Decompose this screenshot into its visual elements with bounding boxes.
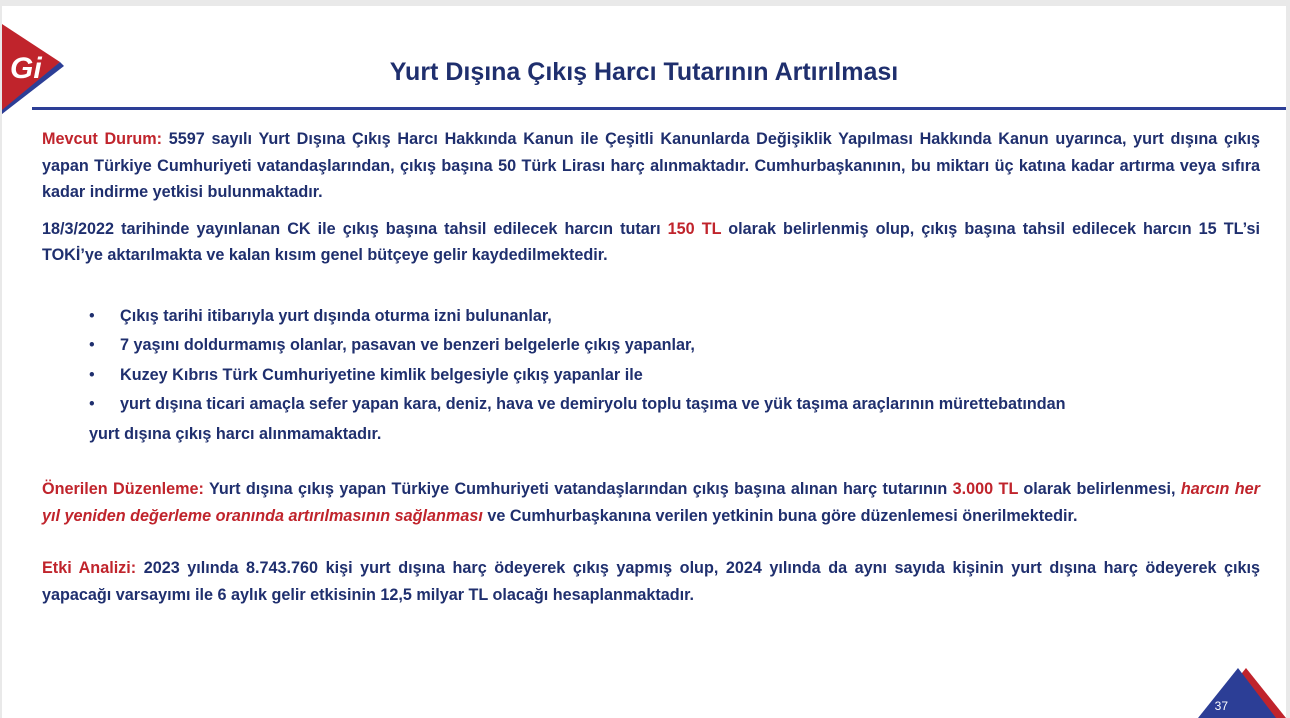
title-divider [32,107,1286,110]
current-status-paragraph [42,126,1260,206]
exemption-list [42,302,1260,420]
impact-label: Etki Analizi: [42,559,137,578]
proposal-label: Önerilen Düzenleme: [42,480,204,499]
proposal-text-after: ve Cumhurbaşkanına verilen yetkinin buna göre düzenlemesi önerilmektedir. [487,506,1078,525]
list-item: • 7 yaşını doldurmamış olanlar, pasavan ve benzeri belgelerle çıkış yapanlar, [89,331,1260,361]
ck-highlight-amount: 150 TL [667,219,722,238]
current-status-text: 5597 sayılı Yurt Dışına Çıkış Harcı Hakkında Kanun ile Çeşitli Kanunlarda Değişiklik Yapılması Hakkında Kanun uyarınca, yurt dışına çıkış yapan Türkiye Cumhuriyeti vatandaşlarından, çıkış başına 50 Türk Lirası harç alınmaktadır. Cumhurbaşkanının, bu miktarı üç katına kadar artırma veya sıfıra kadar indirme yetkisi bulunmaktadır. [42,130,1260,201]
proposal-amount: 3.000 TL [952,480,1019,499]
current-status-label: Mevcut Durum: [42,130,163,148]
slide [2,6,1286,718]
impact-text: 2023 yılında 8.743.760 kişi yurt dışına harç ödeyerek çıkış yapmış olup, 2024 yılında da aynı sayıda kişinin yurt dışına harç ödeyerek çıkış yapacağı varsayımı ile 6 aylık gelir etkisinin 12,5 milyar TL olacağı hesaplanmaktadır. [42,559,1260,604]
list-item: • yurt dışına ticari amaçla sefer yapan kara, deniz, hava ve demiryolu toplu taşıma ve yük taşıma araçlarının mürettebatından [89,390,1260,420]
impact-paragraph [42,555,1260,608]
exemption-list-tail: yurt dışına çıkış harcı alınmamaktadır. [89,424,382,443]
page-number: 37 [1214,699,1228,713]
proposal-text-middle: olarak belirlenmesi, [1023,480,1176,499]
logo-text: Gi [10,52,42,85]
proposal-text-before: Yurt dışına çıkış yapan Türkiye Cumhuriyeti vatandaşlarından çıkış başına alınan harç tutarının [208,480,948,499]
list-item: • Çıkış tarihi itibarıyla yurt dışında oturma izni bulunanlar, [89,302,1260,332]
ck-text-after: olarak belirlenmiş olup, çıkış başına tahsil edilecek harcın 15 TL’si TOKİ’ye aktarılmakta ve kalan kısım genel bütçeye gelir kaydedilmektedir. [42,219,1261,264]
ck-paragraph [42,216,1260,269]
ck-text-before: 18/3/2022 tarihinde yayınlanan CK ile çıkış başına tahsil edilecek harcın tutarı [42,219,661,238]
slide-content [42,126,1260,608]
list-item: • Kuzey Kıbrıs Türk Cumhuriyetine kimlik belgesiyle çıkış yapanlar ile [89,361,1260,391]
proposal-italic-text: harcın her yıl yeniden değerleme oranında artırılmasının sağlanması [42,480,1260,525]
proposal-paragraph [42,476,1260,529]
corner-triangle-icon [1176,668,1286,718]
page-title: Yurt Dışına Çıkış Harcı Tutarının Artırılması [389,58,899,86]
